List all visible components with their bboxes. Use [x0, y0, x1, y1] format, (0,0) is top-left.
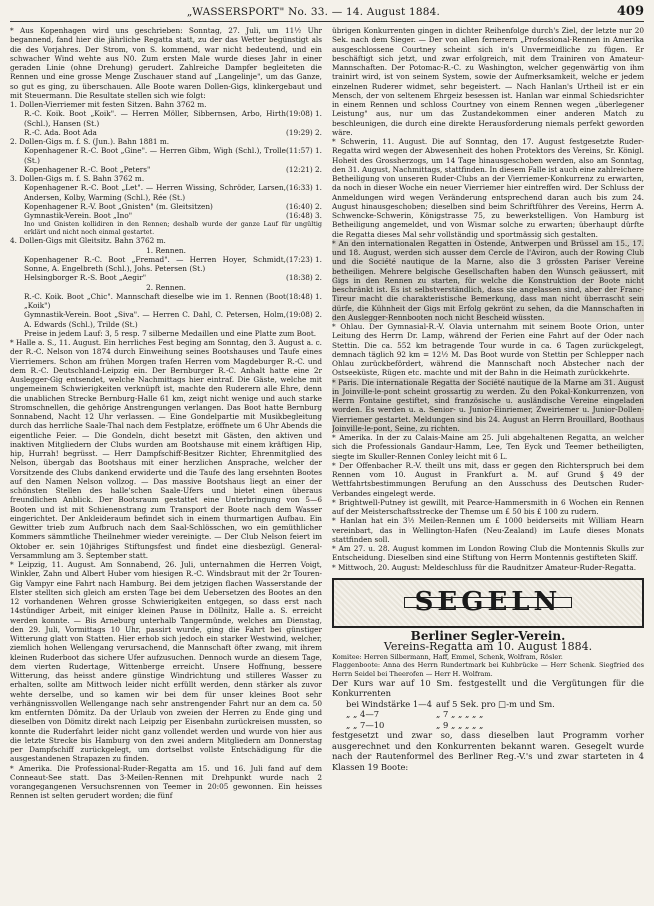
kurs-final: festgesetzt und zwar so, dass dieselben laut Programm vorher ausgerechnet und den Konkurrenten bekannt waren. Gesegelt wurde nach der Rautenformel des Berliner Reg.-V.'s und zwar starteten in 4 Klassen 19 Boote:	[332, 730, 644, 772]
ostende-report: * An den internationalen Regatten in Ostende, Antwerpen und Brüssel am 15., 17. und 18. August, werden sich ausser dem Cercle de l'Aviron, auch der Rowing Club und die Société nautique de la Marne, also die 3 grössten Pariser Vereine betheiligen. Mehrere belgische Gesellschaften haben den Wunsch geäussert, mit Gigs in den Rennen zu starten, für welche die Konstruktion der Boote nicht beschränkt ist. Es ist selbstverständlich, dass sie angelassen sind, aber der Franc-Tireur macht die charakteristische Bemerkung, dass man nicht überrascht sein dürfe, die Kühnheit der Gigs mit Erfolg gekrönt zu sehen, da die Mannschaften in den Auslegger-Rennbooten noch nicht Bescheid wüssten.	[332, 238, 644, 322]
amerika-2-report: * Amerika. In der zu Calais-Maine am 25. Juli abgehaltenen Regatta, an welcher sich die Professionals Gandaur-Hamm, Lee, Ten Eyck und Teemer betheiligten, siegte im Skuller-Rennen Conley leicht mit 6 L.	[332, 433, 644, 461]
kurs-row: „ „ 4—7 „ 7 „ „ „ „ „	[346, 709, 484, 720]
ohlau-report: * Ohlau. Der Gymnasial-R.-V. Olavia unternahm mit seinem Boote Orion, unter Leitung des Herrn Dr. Lamp, während der Ferien eine Fahrt auf der Oder nach Stettin. Die ca. 552 km betragende Tour wurde in ca. 6 Tagen zurückgelegt, demnach täglich 92 km = 12½ M. Das Boot wurde von Stettin per Schlepper nach Ohlau zurückbefördert, während die Mannschaft noch Abstecher nach der Ostseeküste, Rügen etc. machte und mit der Bahn in die Heimath zurückkehrte.	[332, 322, 644, 378]
race-4-heading: 4. Dollen-Gigs mit Gleitsitz. Bahn 3762 m.	[10, 236, 166, 246]
flaggenboote-line: Flaggenboote: Anna des Herrn Rundertmark bei Kuhbrücke — Herr Schenk. Siegfried des Herrn Seidel bei Theerofen — Herr H. Wolfram.	[332, 661, 644, 678]
hanlan-report: * Hanlan hat ein 3½ Meilen-Rennen um £ 1000 beiderseits mit William Hearn vereinbart, das in Wellington-Hafen (Neu-Zealand) im Laufe dieses Monats stattfinden soll.	[332, 516, 644, 544]
race-result: R.-C. Koik. Boot „Koik". — Herren Möller, Sibbernsen, Arbo, Hirth (Schl.), Hansen (St.) (19:08) 1.	[24, 109, 322, 128]
brightwell-report: * Brightwell-Putney ist gewillt, mit Pearce-Hammersmith in 6 Wochen ein Rennen auf der Meisterschaftsstrecke der Themse um £ 50 bis £ 100 zu rudern.	[332, 497, 644, 516]
race-result: Kopenhagener R.-C. Boot „Fremad". — Herren Hoyer, Schmidt, Sonne, A. Engelbreth (Schl.), Johs. Petersen (St.) (17:23) 1.	[24, 254, 322, 273]
race-result: Kopenhagener R.-V. Boot „Gnisten" (m. Gleitsitzen) (16:40) 2.	[24, 201, 322, 211]
issue-title: „WASSERSPORT" No. 33. — 14. August 1884.	[186, 6, 441, 18]
schwerin-report: * Schwerin, 11. August. Die auf Sonntag, den 17. August festgesetzte Ruder-Regatta wird wegen der Abwesenheit des hohen Protektors des Vereins, Sr. Königl. Hoheit des Grossherzogs, um 14 Tage hinausgeschoben werden, also am Sonntag, den 31. August, Nachmittags, stattfinden. In diesem Falle ist auch eine zahlreichere Betheiligung von unseren Ruder-Clubs an der Vierriemer-Konkurrenz zu erwarten, da noch in dieser Woche ein neuer Vierriemer hier eintreffen wird. Der Schluss der Anmeldungen wird wegen Veränderung entsprechend daran auch bis zum 24. August hinausgeschoben; dieselben sind beim Schriftführer des Vereins, Herrn A. Schwencke-Schwerin, Königstrasse 75, zu bewerkstelligen. Von Hamburg ist Betheiligung angemeldet, und von Wismar solche zu erwarten; überhaupt dürfte die Regatta dieses Mal sehr vollständig und sportmässig sich gestalten.	[332, 137, 644, 239]
race-result: Gymnastik-Verein. Boot „Ino" (16:48) 3.	[24, 211, 322, 220]
race-result: Kopenhagener R.-C. Boot „Peters" (12:21) 2.	[24, 164, 322, 174]
columns	[10, 26, 644, 906]
race-result: Kopenhagener R.-C. Boot „Let". — Herren Wissing, Schröder, Larsen, Andersen, Kolby, Warming (Schl.), Rée (St.) (16:33) 1.	[24, 183, 322, 202]
race-result: Helsingborger R.-S. Boot „Aegir" (18:38) 2.	[24, 273, 322, 283]
kopenhagen-report: * Aus Kopenhagen wird uns geschrieben: Sonntag, 27. Juli, um 11½ Uhr begannend, fand hier die jährliche Regatta statt, zu der das Wetter begünstigt als die des Vorjahres. Der Strom, von S. kommend, war nicht bedeutend, und ein schwacher Wind wehte aus N0. Zum ersten Male wurde dieses Jahr in einer geraden Linie (ohne Drehung) gerudert. Zahlreiche Dampfer begleiteten die Rennen und eine grosse Menge Zuschauer stand auf „Langelinje", um das Ganze, so gut es ging, zu überschauen. Alle Boote waren Dollen-Gigs, klinkergebaut und mit Steuermann. Die Resultate stellen sich wie folgt:	[10, 26, 322, 100]
club-title: Berliner Segler-Verein.	[410, 628, 566, 643]
segeln-heading: SEGELN	[404, 597, 573, 608]
race-result: Kopenhagener R.-C. Boot „Gine". — Herren Gibm, Wigh (Schl.), Trolle (St.) (11:57) 1.	[24, 146, 322, 165]
amerika-report: * Amerika. Die Professional-Ruder-Regatta am 15. und 16. Juli fand auf dem Conneaut-See statt. Das 3-Meilen-Rennen mit Drehpunkt wurde nach 2 vorangegangenen Versuchsrennen von Teemer in 20:05 gewonnen. Ein heisses Rennen ist selten gerudert worden; die fünf	[10, 763, 322, 801]
race-3-note: Ino und Gnisten kollidiren in den Rennen; deshalb wurde der ganze Lauf für ungültig erklärt und nicht noch einmal gestartet.	[24, 220, 322, 237]
kurs-intro: Der Kurs war auf 10 Sm. festgestellt und die Vergütungen für die Konkurrenten	[332, 677, 644, 699]
leipzig-report: * Leipzig, 11. August. Am Sonnabend, 26. Juli, unternahmen die Herren Voigt, Winkler, Zahn und Albert Huber vom hiesigen R.-C. Windsbraut mit der 2r Touren-Gig Vampyr eine Fahrt nach Hamburg. Bei dem jetzigen flachen Wasserstande der Elster stellten sich gleich am ersten Tage bei dem Uebersetzen des Bootes an den 12 vorhandenen Wehren grosse Schwierigkeiten entgegen, so dass erst nach 14stündiger Arbeit, mit einiger kleinen Pause in Döllnitz, Halle a. S. erreicht werden konnte. — Bis Arneburg unterhalb Tangermünde, welches am Dienstag, den 29. Juli, Vormittags 10 Uhr, passirt wurde, ging die Fahrt bei günstiger Witterung glatt von Statten. Hier erhob sich jedoch ein starker Westwind, welcher, ziemlich hohen Wellengang verursachend, die Mannschaft öfter zwang, mit ihrem kleinen Ruderboot das sichere Ufer aufzusuchen. Dennoch wurde an diesem Tage, dem vierten Rudertage, Wittenberge erreicht. Unsere Hoffnung, bessere Witterung, das heisst andere günstige Windrichtung und stilleres Wasser zu erhalten, sollte am Mittwoch leider nicht erfüllt werden, denn stärker als zuvor wehte derselbe, und so kamen wir bei dem für unser kleines Boot sehr verhängnissvollen Wellengange nach sehr anstrengender Fahrt nur an dem ca. 50 km entfernten Dömitz. Da der Urlaub von zweien der Herren zu Ende ging und dieselben von Dömitz direkt nach Leipzig per Eisenbahn zurückreisen mussten, so konnte die Ruderfahrt leider nicht ganz vollendet werden und wurde von hier aus die letzte Strecke bis Hamburg von den zwei andern Mitgliedern am Donnerstag per Dampfschiff zurückgelegt, um dortselbst vollste Entschädigung für die ausgestandenen Strapazen zu finden.	[10, 560, 322, 764]
race-3-heading: 3. Dollen-Gigs m. f. S. Bahn 3762 m.	[10, 174, 145, 183]
race-result: R.-C. Ada. Boot Ada (19:29) 2.	[24, 127, 322, 137]
paris-report: * Paris. Die internationale Regatta der Société nautique de la Marne am 31. August in Joinville-le-pont scheint grossartig zu werden. Zu den Pokal-Konkurrenzen, von Herrn Fontaine gestiftet, sind französische u. ausländische Vereine eingeladen worden. Es werden u. a. Senior- u. Junior-Einriemer, Zweiriemer u. Junior-Dollen-Vierriemer gestartet. Meldungen sind bis 24. August an Herrn Brouillard, Boothaus Joinville-le-pont, Seine, zu richten.	[332, 377, 644, 433]
left-column	[10, 26, 322, 906]
regatta-title: Vereins-Regatta am 10. August 1884.	[383, 640, 593, 653]
amerika-continued: übrigen Konkurrenten gingen in dichter Reihenfolge durch's Ziel, der letzte nur 20 Sek. nach dem Sieger. — Der von allen fernerern „Professional-Rennen in Amerika ausgeschlossene Courtney scheint sich in's Unvermeidliche zu fügen. Er beschäftigt sich jetzt, und zwar erfolgreich, mit dem Trainiren von Amateur-Mannschaften. Der Potomac-R.-C. zu Washington, welcher gegenwärtig von ihm trainirt wird, ist von seinem System, sowie der Aufmerksamkeit, welche er jedem einzelnen Ruderer widmet, sehr begeistert. — Nach Hanlan's Urtheil ist er ein Mensch, der von seltenem Ehrgeiz besessen ist. Hanlan war einmal Schiedsrichter in einem Rennen und schloss Courtney von einem Rennen wegen „überlegener Leistung" aus, nur um das Zustandekommen einer anderen Match zu beschleunigen, die durch eine direkte Herausforderung niemals perfekt geworden wäre.	[332, 26, 644, 137]
london-report: * Am 27. u. 28. August kommen im London Rowing Club die Montennis Skulls zur Entscheidung. Dieselben sind eine Stiftung von Herrn Montennis gestifteten Skiff.	[332, 544, 644, 563]
race-result: Gymnastik-Verein. Boot „Siva". — Herren C. Dahl, C. Petersen, Holm, A. Edwards (Schl.), Trilde (St.) (19:08) 2.	[24, 310, 322, 329]
segeln-section-banner	[332, 578, 644, 628]
mittwoch-report: * Mittwoch, 20. August: Meldeschluss für die Raudnitzer Amateur-Ruder-Regatta.	[332, 562, 637, 572]
halle-report: * Halle a. S., 11. August. Ein herrliches Fest beging am Sonntag, den 3. August a. c. der R.-C. Nelson von 1874 durch Einweihung seines Bootshauses und Taufe eines Vierriemers. Schon am frühen Morgen trafen Herren vom Magdeburger R.-C. und dem R.-C. Deutschland-Leipzig ein. Der Bernburger R.-C. Anhalt hatte eine 2r Auslegger-Gig entsendet, welche Nachmittags hier eintraf. Die Gäste, welche mit ungemeinem Schwierigkeiten verknüpft ist, machte den Ruderern alle Ehre, denn die unablichen Strecke Bernburg-Halle 61 km, zeigt nicht wenige und auch starke Stromschnellen, die gehörige Anstrengungen verlangen. Das Boot hatte Bernburg Sonnabend, Nacht 12 Uhr verlassen. — Eine Gondelpartie mit Musikbegleitung durch das herrliche Saale-Thal nach dem Festplatze, eröffnete um 6 Uhr Abends die eigentliche Feier. — Die Gondeln, dicht besetzt mit Gästen, den aktiven und inaktiven Mitgliedern der Clubs wurden am Bootshause mit einem kräftigen Hip, hip, Hurrah! begrüsst. — Herr Dampfschiff-Besitzer Richter, Ehrenmitglied des Nelson, übergab das Bootshaus mit einer herzlichen Ansprache, welcher der Vorsitzende des Clubs dankend erwiderte und die Taufe des lang ersehnten Bootes auf den Namen Nelson vollzog. — Das massive Bootshaus liegt an einer der schönsten Stellen des halle'schen Saale-Ufers und bietet einen überaus freundlichen Anblick. Der Bootsraum gestattet eine Unterbringung von 5—6 Booten und ist mit Schienenstrang zum Transport der Boote nach dem Wasser eingerichtet. Der Ankleideraum befindet sich in einem thurmartigen Aufbau. Ein Gewitter trieb zum Aufbruch nach dem Saal-Schlösschen, wo ein gemüthlicher Kommers sämmtliche Theilnehmer wieder vereinigte. — Der Club Nelson feiert im Oktober er. sein 10jähriges Stiftungsfest und findet eine diesbezügl. General-Versammlung am 3. September statt.	[10, 338, 322, 560]
heat-1-label: 1. Rennen.	[146, 245, 186, 255]
komitee-line: Komitee: Herren Silbermann, Haff, Emmel, Schenk, Wolfram, Rösler.	[332, 653, 563, 662]
masthead	[10, 4, 644, 22]
race-result: R.-C. Koik. Boot „Chic". Mannschaft dieselbe wie im 1. Rennen (Boot „Koik") (18:48) 1.	[24, 291, 322, 310]
kurs-row: „ „ 7—10 „ 9 „ „ „ „ „	[346, 719, 484, 730]
race-1-heading: 1. Dollen-Vierriemer mit festen Sitzen. Bahn 3762 m.	[10, 100, 207, 109]
right-column	[332, 26, 644, 906]
page-number: 409	[616, 4, 644, 19]
heat-2-label: 2. Rennen.	[146, 282, 186, 292]
kurs-row: bei Windstärke 1—4 auf 5 Sek. pro □-m und Sm.	[346, 698, 555, 709]
prizes-note: Preise in jedem Lauf: 3, 5 resp. 7 silberne Medaillen und eine Platte zum Boot.	[24, 328, 317, 338]
race-2-heading: 2. Dollen-Gigs m. f. S. (Jun.). Bahn 1881 m.	[10, 137, 170, 146]
offenbach-report: * Der Offenbacher R.-V. theilt uns mit, dass er gegen den Richterspruch bei dem Rennen vom 10. August in Frankfurt a. M. auf Grund § 49 der Wettfahrtsbestimmungen Berufung an den Ausschuss des Deutschen Ruder-Verbandes eingelegt werde.	[332, 460, 644, 498]
